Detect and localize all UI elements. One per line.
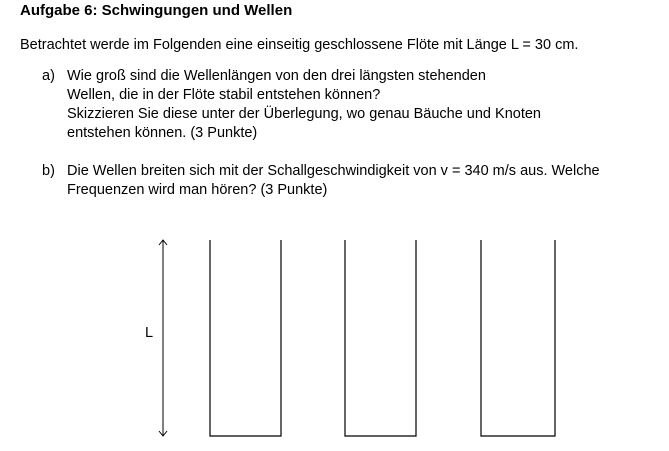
length-arrow [159,240,167,436]
subtask-b-label: b) [42,163,55,179]
subtask-a-label: a) [42,68,55,84]
flute-tube-1 [210,240,281,436]
length-label: L [145,325,154,341]
subtask-a-line-3: Skizzieren Sie diese unter der Überlegung, wo genau Bäuche und Knoten [67,106,541,122]
task-title: Aufgabe 6: Schwingungen und Wellen [20,2,293,19]
subtask-a-line-1: Wie groß sind die Wellenlängen von den drei längsten stehenden [67,68,486,84]
subtask-b-line-1: Die Wellen breiten sich mit der Schallgeschwindigkeit von v = 340 m/s aus. Welche [67,163,600,179]
subtask-a-line-2: Wellen, die in der Flöte stabil entstehen können? [67,87,381,103]
flute-tube-2 [345,240,416,436]
task-intro: Betrachtet werde im Folgenden eine einseitig geschlossene Flöte mit Länge L = 30 cm. [20,37,579,53]
subtask-a-line-4: entstehen können. (3 Punkte) [67,125,258,141]
subtask-b-line-2: Frequenzen wird man hören? (3 Punkte) [67,182,328,198]
flute-tube-3 [481,240,555,436]
